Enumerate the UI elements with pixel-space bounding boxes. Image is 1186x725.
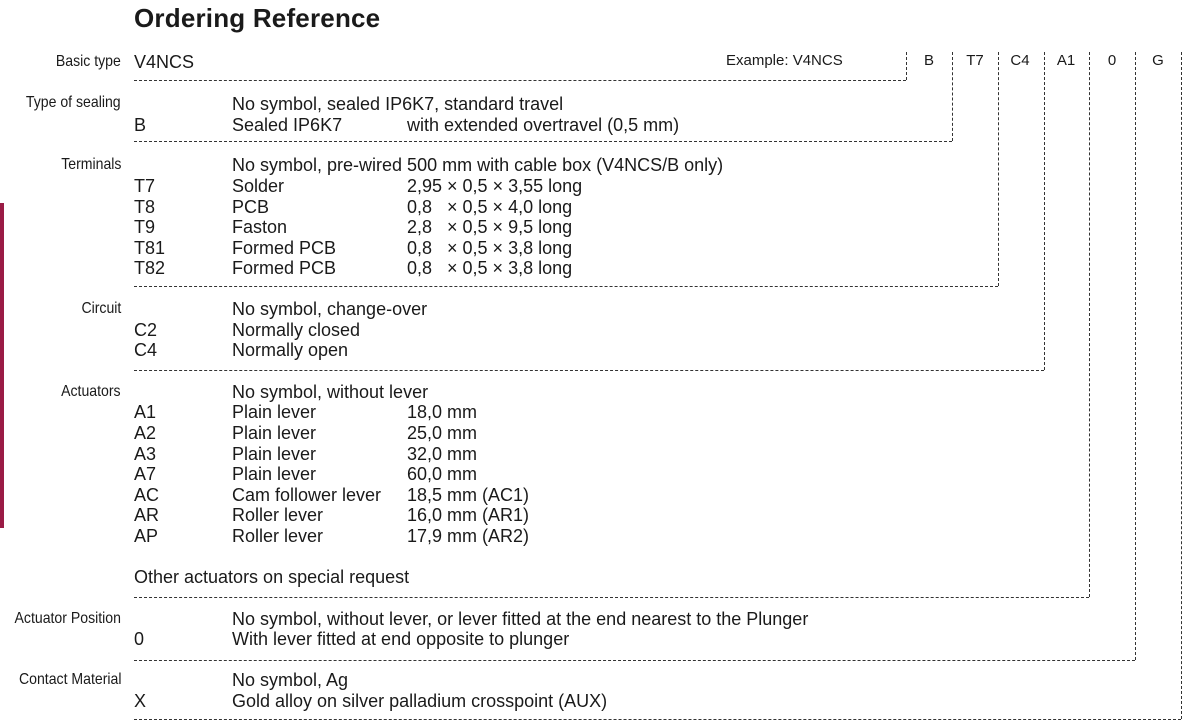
terminals-row-text: Solder	[232, 176, 285, 196]
example-part-actuator: A1	[1056, 52, 1076, 69]
actuators-label: Actuators	[61, 383, 121, 400]
actuator-position-label: Actuator Position	[14, 610, 121, 627]
actuators-row-code: A7	[134, 464, 157, 484]
actuators-row-code: A3	[134, 444, 157, 464]
circuit-row-code: C4	[134, 340, 158, 360]
actuators-connector	[1089, 52, 1090, 597]
contact-material-divider	[134, 719, 1181, 720]
sealing-label: Type of sealing	[26, 94, 121, 111]
example-part-position: 0	[1107, 52, 1117, 69]
basic-type-label: Basic type	[56, 53, 121, 70]
actuators-row-detail: 17,9 mm (AR2)	[407, 526, 530, 546]
terminals-row-code: T8	[134, 197, 156, 217]
terminals-row-code: T81	[134, 238, 166, 258]
contact-material-label: Contact Material	[18, 671, 121, 688]
actuators-row-text: Roller lever	[232, 505, 324, 525]
example-part-sealing: B	[923, 52, 935, 69]
circuit-row-text: Normally closed	[232, 320, 361, 340]
accent-bar	[0, 203, 4, 528]
sealing-divider	[134, 141, 952, 142]
actuators-row-code: AP	[134, 526, 159, 546]
sealing-row-text: Sealed IP6K7	[232, 115, 343, 135]
example-label: Example: V4NCS	[726, 52, 843, 69]
terminals-connector	[998, 52, 999, 286]
actuators-row-code: AC	[134, 485, 160, 505]
actuators-row-text: Plain lever	[232, 423, 317, 443]
sealing-connector	[952, 52, 953, 141]
basic-type-value: V4NCS	[134, 52, 195, 72]
actuators-divider	[134, 597, 1089, 598]
circuit-row-code: C2	[134, 320, 158, 340]
terminals-row-text: No symbol, pre-wired 500 mm with cable box (V4NCS/B only)	[232, 155, 724, 175]
actuators-row-text: Plain lever	[232, 402, 317, 422]
sealing-row-code: B	[134, 115, 147, 135]
terminals-row-text: Formed PCB	[232, 238, 337, 258]
example-part-material: G	[1152, 52, 1164, 69]
terminals-row-text: PCB	[232, 197, 270, 217]
actuators-row-detail: 18,0 mm	[407, 402, 478, 422]
actuator-position-row-text: With lever fitted at end opposite to plunger	[232, 629, 570, 649]
contact-material-row-text: Gold alloy on silver palladium crosspoint (AUX)	[232, 691, 608, 711]
terminals-row-code: T7	[134, 176, 156, 196]
actuator-position-row-code: 0	[134, 629, 145, 649]
actuators-row-detail: 60,0 mm	[407, 464, 478, 484]
actuator-position-connector	[1135, 52, 1136, 660]
example-part-circuit: C4	[1010, 52, 1030, 69]
actuators-row-text: No symbol, without lever	[232, 382, 429, 402]
sealing-row-detail: with extended overtravel (0,5 mm)	[407, 115, 680, 135]
actuators-note: Other actuators on special request	[134, 567, 410, 587]
actuators-row-code: AR	[134, 505, 160, 525]
circuit-connector	[1044, 52, 1045, 370]
actuators-row-detail: 25,0 mm	[407, 423, 478, 443]
actuators-row-code: A2	[134, 423, 157, 443]
terminals-row-detail: 2,8 × 0,5 × 9,5 long	[407, 217, 573, 237]
actuators-row-detail: 18,5 mm (AC1)	[407, 485, 530, 505]
actuators-row-detail: 16,0 mm (AR1)	[407, 505, 530, 525]
terminals-row-text: Faston	[232, 217, 288, 237]
page-title: Ordering Reference	[134, 3, 381, 33]
terminals-row-detail: 0,8 × 0,5 × 3,8 long	[407, 238, 573, 258]
terminals-label: Terminals	[60, 156, 121, 173]
actuators-row-detail: 32,0 mm	[407, 444, 478, 464]
actuators-row-code: A1	[134, 402, 157, 422]
example-part-terminals: T7	[966, 52, 984, 69]
actuators-row-text: Plain lever	[232, 444, 317, 464]
terminals-row-code: T82	[134, 258, 166, 278]
circuit-divider	[134, 370, 1044, 371]
sealing-row-text: No symbol, sealed IP6K7, standard travel	[232, 94, 564, 114]
actuator-position-divider	[134, 660, 1135, 661]
contact-material-row-text: No symbol, Ag	[232, 670, 349, 690]
actuators-row-text: Roller lever	[232, 526, 324, 546]
actuator-position-row-text: No symbol, without lever, or lever fitted at the end nearest to the Plunger	[232, 609, 809, 629]
terminals-row-detail: 0,8 × 0,5 × 4,0 long	[407, 197, 573, 217]
actuators-row-text: Plain lever	[232, 464, 317, 484]
terminals-row-detail: 0,8 × 0,5 × 3,8 long	[407, 258, 573, 278]
terminals-divider	[134, 286, 998, 287]
terminals-row-text: Formed PCB	[232, 258, 337, 278]
basic-type-divider	[134, 80, 906, 81]
circuit-label: Circuit	[81, 300, 121, 317]
actuators-row-text: Cam follower lever	[232, 485, 382, 505]
basic-type-connector	[906, 52, 907, 80]
contact-material-row-code: X	[134, 691, 147, 711]
circuit-row-text: Normally open	[232, 340, 349, 360]
terminals-row-code: T9	[134, 217, 156, 237]
circuit-row-text: No symbol, change-over	[232, 299, 428, 319]
contact-material-connector	[1181, 52, 1182, 719]
terminals-row-detail: 2,95 × 0,5 × 3,55 long	[407, 176, 583, 196]
